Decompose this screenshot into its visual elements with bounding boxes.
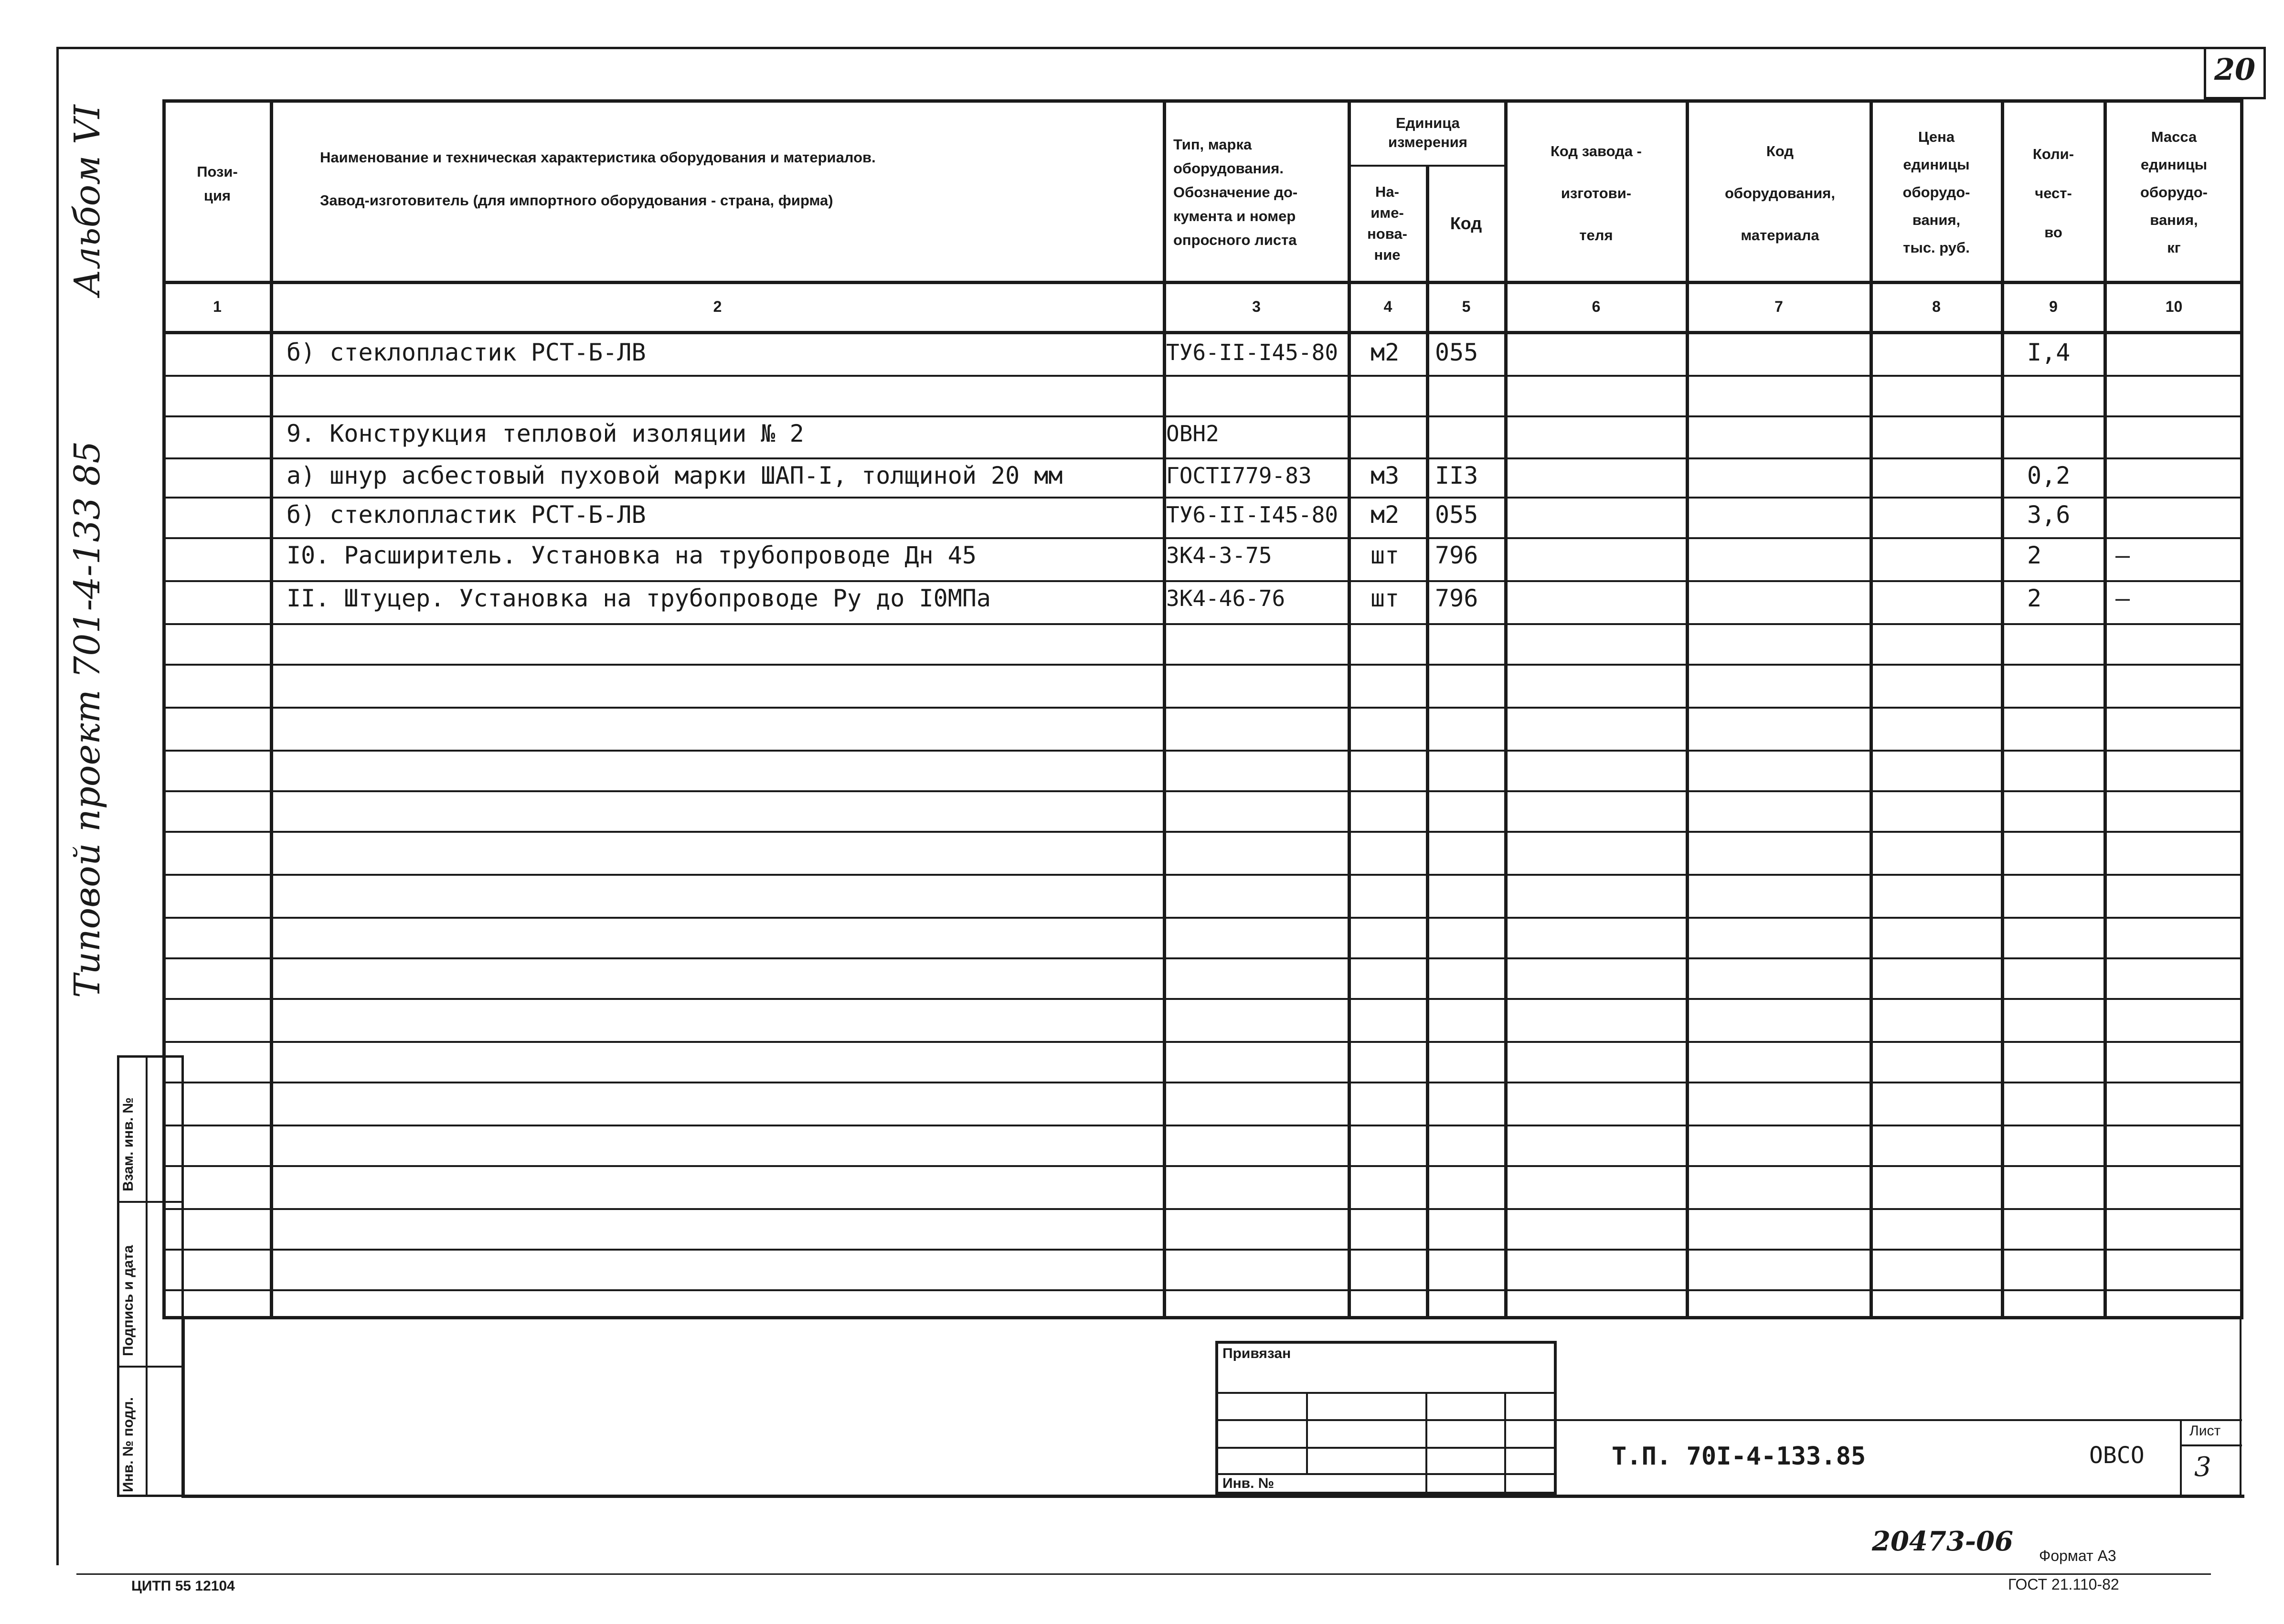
row-unit-cell: м2 [1370, 501, 1400, 529]
column-number: 8 [1932, 298, 1941, 315]
gost-label: ГОСТ 21.110-82 [2008, 1576, 2119, 1593]
row-code-cell: 055 [1435, 501, 1478, 529]
column-number: 4 [1383, 298, 1392, 315]
col-line-5 [1504, 99, 1508, 1319]
row-code-cell: II3 [1435, 462, 1478, 489]
header-type: Тип, марка оборудования. Обозначение до- кумента и номер опросного листа [1173, 136, 1298, 248]
row-separator [165, 1125, 2242, 1126]
doc-code: ОВСО [2089, 1442, 2145, 1469]
header-bottom-line [162, 281, 2243, 284]
row-separator [165, 1165, 2242, 1167]
bound-col [1306, 1392, 1308, 1473]
row-separator [165, 998, 2242, 1000]
stamp-label-original-inv: Инв. № подл. [120, 1397, 136, 1492]
row-separator [165, 623, 2242, 625]
margin-album: Альбом VI [67, 105, 108, 296]
sheet-frame-bottom [181, 1495, 2244, 1498]
row-separator [165, 874, 2242, 876]
stamp-divider [117, 1366, 184, 1368]
row-qty-cell: 0,2 [2027, 462, 2071, 489]
header-unit-price: Цена единицы оборудо- вания, тыс. руб. [1902, 128, 1970, 256]
row-name-cell: б) стеклопластик РСТ-Б-ЛВ [287, 501, 646, 529]
row-type-cell: ТУ6-II-I45-80 [1166, 502, 1339, 528]
header-equipment-code: Код оборудования, материала [1724, 143, 1835, 244]
row-name-cell: 9. Конструкция тепловой изоляции № 2 [287, 420, 804, 447]
sheet-cell-line [2180, 1444, 2242, 1446]
row-unit-cell: м2 [1370, 339, 1400, 366]
column-number: 5 [1462, 298, 1471, 315]
row-separator [165, 790, 2242, 792]
stamp-divider [146, 1055, 148, 1497]
row-qty-cell: 2 [2027, 584, 2042, 612]
col-line-2 [1163, 99, 1166, 1319]
header-unit-name: На- име- нова- ние [1367, 183, 1407, 263]
sheet-number: 3 [2194, 1452, 2211, 1483]
row-mass-cell: – [2115, 584, 2130, 612]
doc-number: Т.П. 70I-4-133.85 [1612, 1442, 1866, 1471]
stamp-label-signature-date: Подпись и дата [120, 1245, 136, 1356]
column-number: 9 [2049, 298, 2058, 315]
column-number: 3 [1252, 298, 1261, 315]
row-unit-cell: шт [1370, 541, 1400, 569]
row-separator [165, 1289, 2242, 1291]
margin-project: Типовой проект 701-4-133 85 [67, 441, 108, 998]
row-separator [165, 831, 2242, 833]
row-separator [165, 375, 2242, 377]
row-separator [165, 750, 2242, 752]
row-name-cell: а) шнур асбестовый пуховой марки ШАП-I, толщиной 20 мм [287, 462, 1063, 489]
row-unit-cell: шт [1370, 584, 1400, 612]
row-type-cell: ТУ6-II-I45-80 [1166, 340, 1339, 365]
sheet-cell-line [2180, 1419, 2182, 1496]
row-qty-cell: 3,6 [2027, 501, 2071, 529]
row-separator [165, 664, 2242, 666]
row-name-cell: I0. Расширитель. Установка на трубопроводе Дн 45 [287, 541, 977, 569]
column-number: 2 [713, 298, 722, 315]
corner-number: 20 [2214, 52, 2256, 87]
row-separator [165, 1041, 2242, 1043]
col-line-7 [1870, 99, 1873, 1319]
column-number: 1 [213, 298, 222, 315]
row-separator [165, 957, 2242, 959]
sheet-frame-right [2240, 1318, 2242, 1497]
row-separator [165, 1082, 2242, 1083]
row-code-cell: 055 [1435, 339, 1478, 366]
title-line [1557, 1419, 2242, 1421]
header-name-line1: Наименование и техническая характеристика оборудования и материалов. [320, 149, 876, 166]
column-number: 6 [1592, 298, 1601, 315]
header-name-line2: Завод-изготовитель (для импортного оборудования - страна, фирма) [320, 192, 833, 209]
bound-col [1425, 1392, 1427, 1495]
col-line-8 [2001, 99, 2004, 1319]
row-code-cell: 796 [1435, 584, 1478, 612]
row-separator [165, 1208, 2242, 1210]
row-separator [165, 415, 2242, 417]
header-factory-code: Код завода - изготови- теля [1550, 143, 1642, 244]
col-line-9 [2103, 99, 2107, 1319]
col-line-4 [1426, 165, 1429, 1319]
row-separator [165, 497, 2242, 499]
inv-label: Инв. № [1222, 1475, 1275, 1491]
header-unit-code: Код [1450, 213, 1482, 233]
sheet-frame-left [181, 1318, 185, 1497]
row-type-cell: ЗК4-46-76 [1166, 585, 1285, 611]
row-type-cell: ГОСТI779-83 [1166, 463, 1312, 488]
row-unit-cell: м3 [1370, 462, 1400, 489]
format-label: Формат А3 [2039, 1547, 2116, 1564]
header-unit-mass: Масса единицы оборудо- вания, кг [2140, 128, 2208, 256]
row-type-cell: ЗК4-3-75 [1166, 542, 1272, 568]
bound-col [1504, 1392, 1506, 1495]
row-separator [165, 707, 2242, 709]
footer-handwritten: 20473-06 [1872, 1526, 2013, 1557]
row-mass-cell: – [2115, 541, 2130, 569]
row-type-cell: ОВН2 [1166, 421, 1219, 446]
row-separator [165, 917, 2242, 919]
col-line-1 [270, 99, 273, 1319]
col-line-3 [1348, 99, 1351, 1319]
row-qty-cell: 2 [2027, 541, 2042, 569]
footer-rule [76, 1573, 2211, 1575]
header-position: Пози- ция [197, 163, 238, 204]
corner-number-box [2204, 47, 2266, 99]
sheet-label: Лист [2189, 1423, 2221, 1439]
bound-label: Привязан [1222, 1346, 1291, 1361]
stamp-label-replaced-inv: Взам. инв. № [120, 1097, 136, 1191]
footer-left: ЦИТП 55 12104 [131, 1578, 235, 1594]
numbers-bottom-line [162, 331, 2243, 334]
row-separator [165, 580, 2242, 582]
row-separator [165, 457, 2242, 459]
header-quantity: Коли- чест- во [2032, 146, 2074, 241]
row-name-cell: II. Штуцер. Установка на трубопроводе Ру до I0МПа [287, 584, 991, 612]
col-line-6 [1686, 99, 1689, 1319]
row-separator [165, 537, 2242, 539]
header-units-group: Единица измерения [1388, 114, 1467, 150]
row-name-cell: б) стеклопластик РСТ-Б-ЛВ [287, 339, 646, 366]
outer-margin-line [56, 47, 59, 1565]
column-number: 10 [2165, 298, 2183, 315]
row-qty-cell: I,4 [2027, 339, 2071, 366]
column-number: 7 [1774, 298, 1783, 315]
row-code-cell: 796 [1435, 541, 1478, 569]
outer-top-line [56, 47, 2205, 49]
row-separator [165, 1249, 2242, 1251]
